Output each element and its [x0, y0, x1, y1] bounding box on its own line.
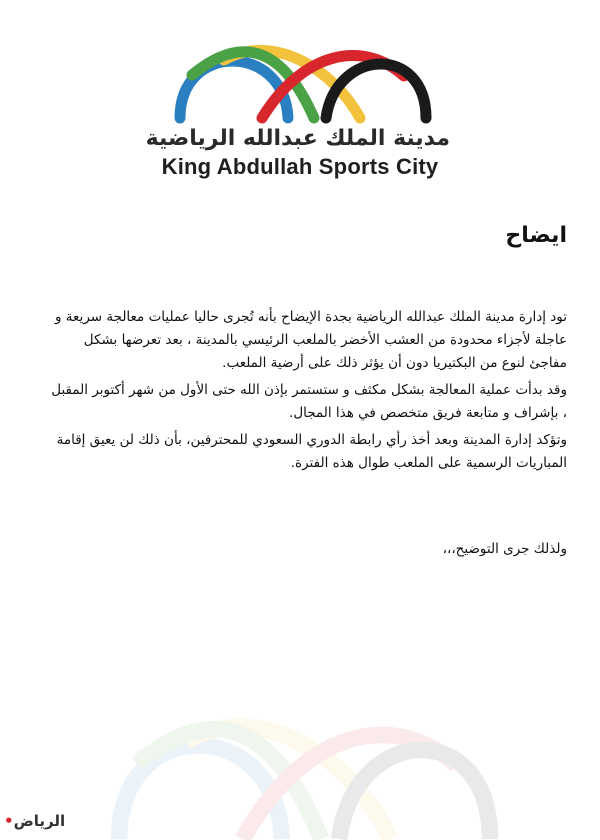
closing-line: ولذلك جرى التوضيح،،،	[442, 541, 567, 557]
logo-arcs-icon	[164, 30, 436, 125]
watermark-logo-icon	[95, 695, 505, 840]
paragraph-2: وقد بدأت عملية المعالجة بشكل مكثف و ستستمر بإذن الله حتى الأول من شهر أكتوبر المقبل ، بإشراف و متابعة فريق متخصص في هذا المجال.	[51, 382, 567, 421]
paragraph-1: تود إدارة مدينة الملك عبدالله الرياضية بجدة الإيضاح بأنه تُجرى حاليا عمليات معالجة سريعة و عاجلة لأجزاء محدودة من العشب الأخضر بالملعب الرئيسي بالمدينة ، بعد تعرضها بشكل مفاجئ لنوع من البكتيريا دون أن يؤثر ذلك على أرضية الملعب.	[55, 309, 567, 371]
logo-arc-black	[326, 64, 426, 118]
document-body	[45, 306, 567, 479]
logo	[145, 30, 450, 180]
logo-arabic-name: مدينة الملك عبدالله الرياضية	[145, 126, 450, 151]
logo-english-name: King Abdullah Sports City	[161, 154, 439, 179]
document-heading: ايضاح	[505, 223, 567, 248]
source-credit-dot-icon: •	[4, 812, 14, 830]
source-credit	[4, 812, 65, 830]
source-credit-name: الرياض	[13, 812, 66, 830]
paragraph-3: وتؤكد إدارة المدينة وبعد أخذ رأي رابطة الدوري السعودي للمحترفين، بأن ذلك لن يعيق إقامة المباريات الرسمية على الملعب طوال هذه الفترة.	[56, 432, 567, 471]
